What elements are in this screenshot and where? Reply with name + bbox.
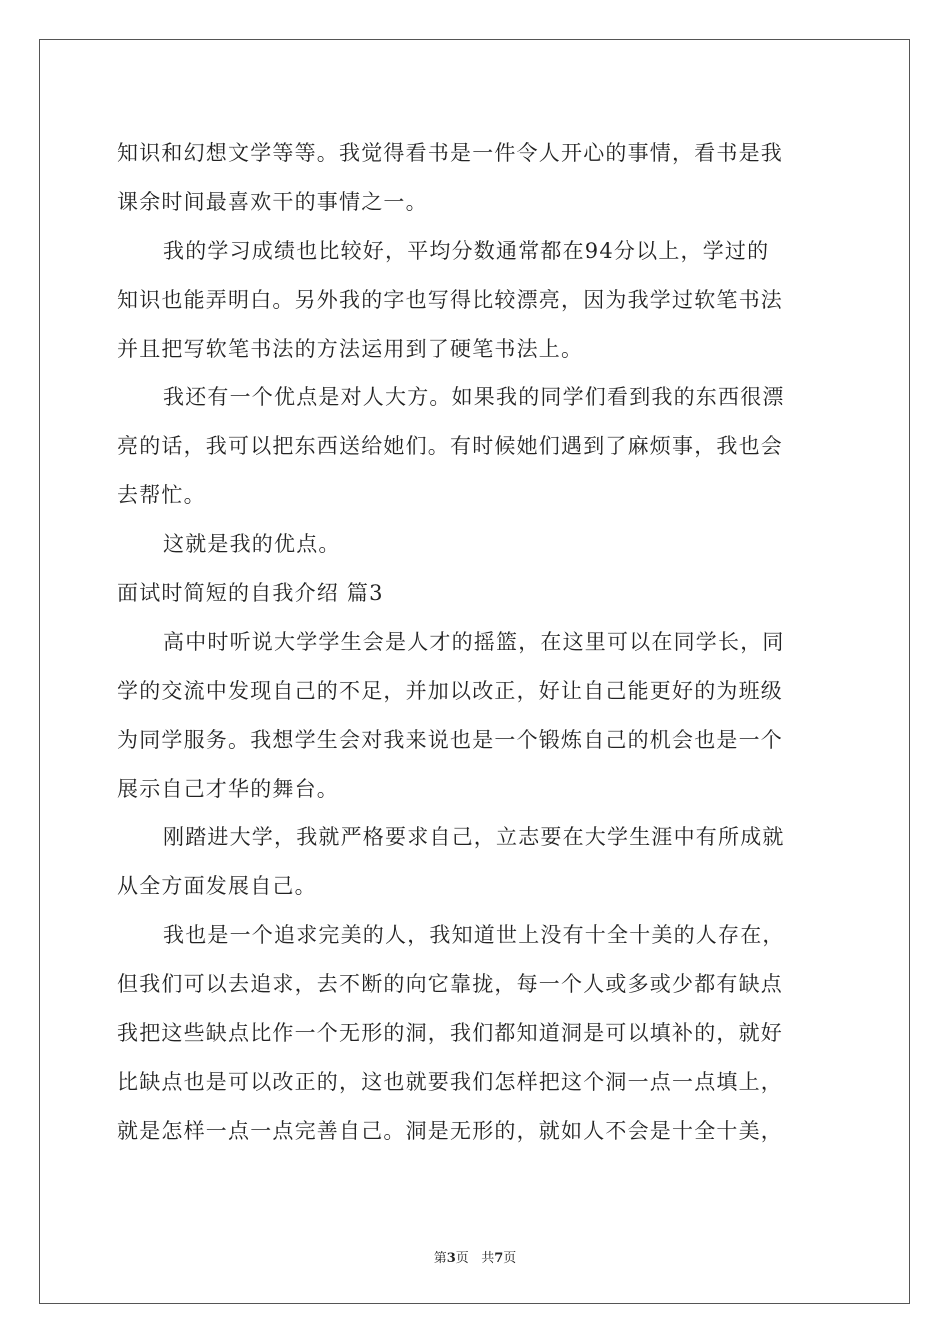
footer-prefix: 第 <box>433 1251 447 1266</box>
page-footer <box>0 1247 950 1266</box>
text-line: 从全方面发展自己。 <box>117 874 317 899</box>
text-line: 知识也能弄明白。另外我的字也写得比较漂亮，因为我学过软笔书法 <box>117 287 783 312</box>
text-line: 但我们可以去追求，去不断的向它靠拢，每一个人或多或少都有缺点 <box>117 972 783 997</box>
document-body <box>117 129 833 1156</box>
text-line: 知识和幻想文学等等。我觉得看书是一件令人开心的事情，看书是我 <box>117 141 783 165</box>
text-line: 去帮忙。 <box>117 483 206 508</box>
text-line: 高中时听说大学学生会是人才的摇篮，在这里可以在同学长，同 <box>163 629 785 654</box>
total-page-count: 7 <box>494 1251 504 1266</box>
text-line: 比缺点也是可以改正的，这也就要我们怎样把这个洞一点一点填上， <box>117 1069 783 1094</box>
footer-suffix: 页 <box>503 1251 517 1266</box>
text-line: 我的学习成绩也比较好，平均分数通常都在94分以上，学过的 <box>163 238 770 263</box>
text-line: 就是怎样一点一点完善自己。洞是无形的，就如人不会是十全十美， <box>117 1118 783 1143</box>
text-line: 我还有一个优点是对人大方。如果我的同学们看到我的东西很漂 <box>163 385 785 410</box>
current-page-number: 3 <box>446 1251 456 1266</box>
text-line: 面试时简短的自我介绍 篇3 <box>117 581 384 606</box>
text-line: 我也是一个追求完美的人，我知道世上没有十全十美的人存在， <box>163 923 785 948</box>
text-line: 展示自己才华的舞台。 <box>117 776 339 801</box>
text-line: 学的交流中发现自己的不足，并加以改正，好让自己能更好的为班级 <box>117 678 783 703</box>
text-line: 我把这些缺点比作一个无形的洞，我们都知道洞是可以填补的，就好 <box>117 1021 783 1046</box>
text-line: 亮的话，我可以把东西送给她们。有时候她们遇到了麻烦事，我也会 <box>117 434 783 459</box>
text-line: 为同学服务。我想学生会对我来说也是一个锻炼自己的机会也是一个 <box>117 727 783 752</box>
text-line: 这就是我的优点。 <box>163 532 341 557</box>
text-line: 并且把写软笔书法的方法运用到了硬笔书法上。 <box>117 336 584 361</box>
text-line: 课余时间最喜欢干的事情之一。 <box>117 189 428 214</box>
footer-middle: 页 共 <box>455 1251 495 1266</box>
text-line: 刚踏进大学，我就严格要求自己，立志要在大学生涯中有所成就 <box>163 825 785 850</box>
